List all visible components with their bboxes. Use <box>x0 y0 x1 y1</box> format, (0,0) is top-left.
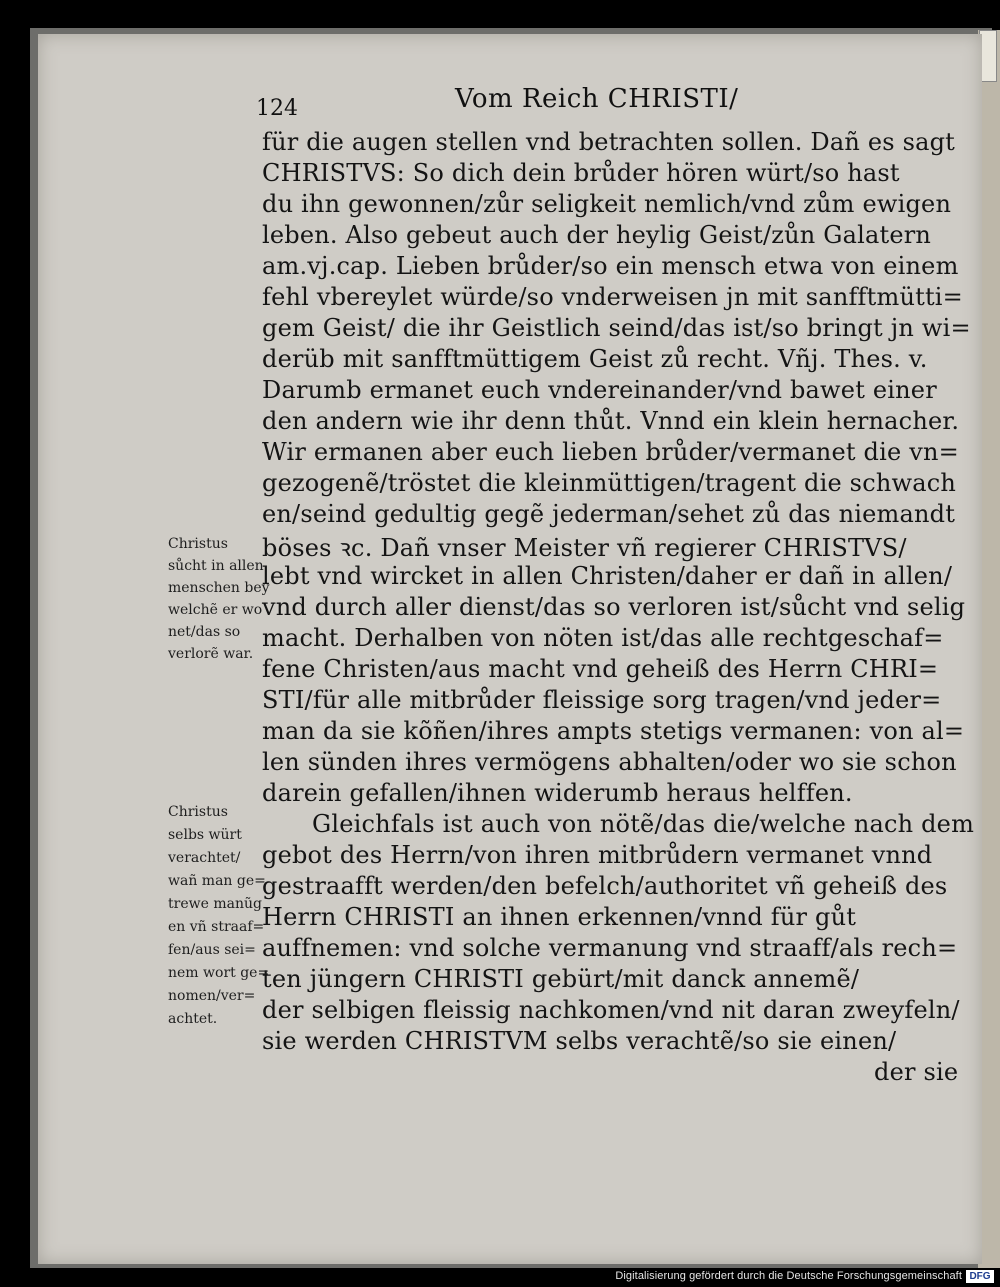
margin-note-line: verlorẽ war. <box>168 646 254 662</box>
body-line: ten jüngern CHRISTI gebürt/mit danck annemẽ/ <box>262 965 860 993</box>
body-line: auffnemen: vnd solche vermanung vnd straaff/als rech= <box>262 934 958 962</box>
body-line: Gleichfals ist auch von nötẽ/das die/welche nach dem <box>312 810 975 838</box>
body-line: STI/für alle mitbrůder fleissige sorg tragen/vnd jeder= <box>262 686 942 714</box>
body-line: den andern wie ihr denn thůt. Vnnd ein klein hernacher. <box>262 407 960 435</box>
page-number: 124 <box>256 96 298 121</box>
margin-note-line: welchẽ er wo <box>168 602 263 618</box>
body-line: lebt vnd wircket in allen Christen/daher er dañ in allen/ <box>262 562 953 590</box>
margin-note-line: selbs würt <box>168 827 242 843</box>
margin-note-line: Christus <box>168 804 228 820</box>
body-line: böses ꝛc. Dañ vnser Meister vñ regierer CHRISTVS/ <box>262 534 907 562</box>
margin-note-line: verachtet/ <box>168 850 241 866</box>
margin-note-line: sůcht in allen <box>168 558 264 574</box>
margin-note-line: net/das so <box>168 624 241 640</box>
margin-note-line: en vñ straaf= <box>168 919 265 935</box>
body-line: Wir ermanen aber euch lieben brůder/vermanet die vn= <box>262 438 959 466</box>
body-line: man da sie kõñen/ihres ampts stetigs vermanen: von al= <box>262 717 965 745</box>
margin-note-line: Christus <box>168 536 228 552</box>
margin-note-line: fen/aus sei= <box>168 942 256 958</box>
catchword: der sie <box>874 1058 959 1086</box>
dfg-logo: DFG <box>966 1270 994 1283</box>
margin-note-line: menschen bey <box>168 580 270 596</box>
body-line: derüb mit sanfftmüttigem Geist zů recht. Vñj. Thes. v. <box>262 345 928 373</box>
body-line: Herrn CHRISTI an ihnen erkennen/vnnd für gůt <box>262 903 857 931</box>
body-line: fene Christen/aus macht vnd geheiß des Herrn CHRI= <box>262 655 939 683</box>
body-line: leben. Also gebeut auch der heylig Geist/zůn Galatern <box>262 221 932 249</box>
body-line: für die augen stellen vnd betrachten sollen. Dañ es sagt <box>262 128 956 156</box>
body-line: darein gefallen/ihnen widerumb heraus helffen. <box>262 779 853 807</box>
margin-note-line: achtet. <box>168 1011 218 1027</box>
body-line: gezogenẽ/tröstet die kleinmüttigen/tragent die schwach <box>262 469 957 497</box>
footer-credit: Digitalisierung gefördert durch die Deutsche Forschungsgemeinschaft <box>615 1270 962 1282</box>
margin-note-line: nomen/ver= <box>168 988 256 1004</box>
body-line: len sünden ihres vermögens abhalten/oder wo sie schon <box>262 748 957 776</box>
body-line: fehl vbereylet würde/so vnderweisen jn mit sanfftmütti= <box>262 283 963 311</box>
body-line: sie werden CHRISTVM selbs verachtẽ/so sie einen/ <box>262 1027 897 1055</box>
margin-note-line: wañ man ge= <box>168 873 266 889</box>
margin-note-line: nem wort ge= <box>168 965 270 981</box>
body-line: gem Geist/ die ihr Geistlich seind/das ist/so bringt jn wi= <box>262 314 971 342</box>
body-line: der selbigen fleissig nachkomen/vnd nit daran zweyfeln/ <box>262 996 960 1024</box>
body-line: macht. Derhalben von nöten ist/das alle rechtgeschaf= <box>262 624 944 652</box>
body-line: gebot des Herrn/von ihren mitbrůdern vermanet vnnd <box>262 841 933 869</box>
body-line: en/seind gedultig gegẽ jederman/sehet zů das niemandt <box>262 500 956 528</box>
body-line: CHRISTVS: So dich dein brůder hören würt/so hast <box>262 159 900 187</box>
body-line: vnd durch aller dienst/das so verloren ist/sůcht vnd selig <box>262 593 966 621</box>
margin-note-line: trewe manũg <box>168 896 262 912</box>
running-head: Vom Reich CHRISTI/ <box>455 84 739 114</box>
body-line: du ihn gewonnen/zůr seligkeit nemlich/vnd zům ewigen <box>262 190 952 218</box>
body-line: Darumb ermanet euch vndereinander/vnd bawet einer <box>262 376 937 404</box>
body-line: gestraafft werden/den befelch/authoritet vñ geheiß des <box>262 872 948 900</box>
body-line: am.vj.cap. Lieben brůder/so ein mensch etwa von einem <box>262 252 959 280</box>
